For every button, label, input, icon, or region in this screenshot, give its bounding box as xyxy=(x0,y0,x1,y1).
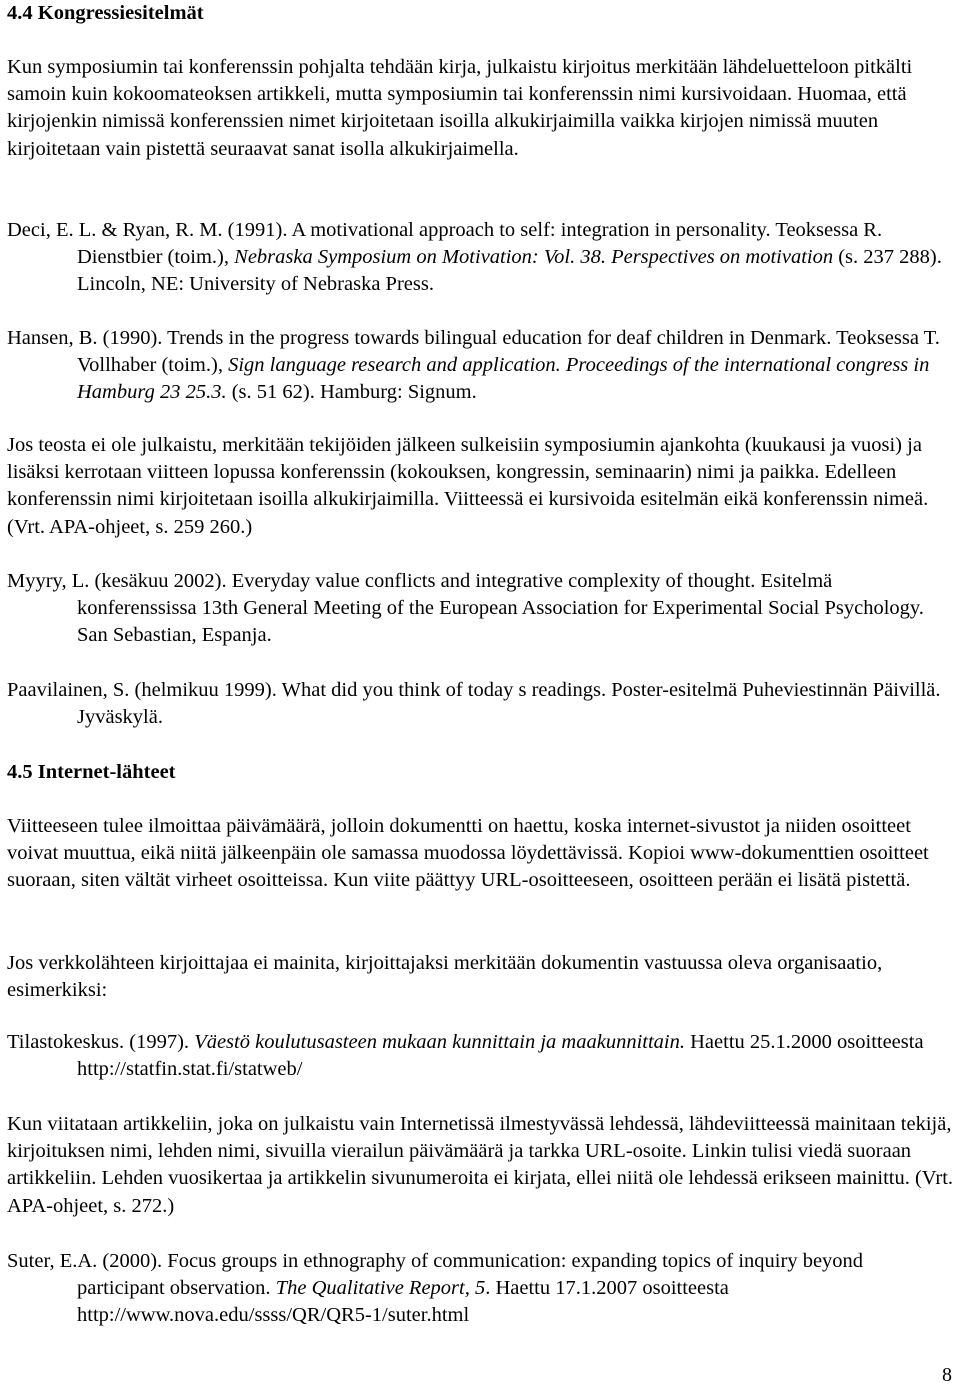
reference-paavilainen: Paavilainen, S. (helmikuu 1999). What did you think of today s readings. Poster-esitelmä Puheviestinnän Päivillä. Jyväskylä. xyxy=(7,679,941,729)
reference-deci-tail: (s. 237 288). Lincoln, NE: University of Nebraska Press. xyxy=(77,246,942,296)
reference-hansen-italic: Sign language research and application. Proceedings of the international congress in Hamburg 23 25.3. xyxy=(77,354,930,404)
section-heading-4-5: 4.5 Internet-lähteet xyxy=(7,761,176,783)
reference-tilastokeskus-tail: Haettu 25.1.2000 osoitteesta http://statfin.stat.fi/statweb/ xyxy=(77,1031,924,1081)
reference-hansen-tail: (s. 51 62). Hamburg: Signum. xyxy=(226,381,477,404)
reference-tilastokeskus-italic: Väestö koulutusasteen mukaan kunnittain ja maakunnittain. xyxy=(194,1031,685,1053)
reference-deci xyxy=(7,217,953,299)
section-heading-4-4: 4.4 Kongressiesitelmät xyxy=(7,2,204,24)
section-4-4-intro: Kun symposiumin tai konferenssin pohjalta tehdään kirja, julkaistu kirjoitus merkitään lähdeluetteloon pitkälti samoin kuin kokoomateoksen artikkeli, mutta symposiumin tai konferenssin nimi kursivoidaan. Huomaa, että kirjojenkin nimissä konferenssien nimet kirjoitetaan isoilla alkukirjaimilla vaikka kirjojen nimissä muuten kirjoitetaan vain pistettä seuraavat sanat isolla alkukirjaimella. xyxy=(7,56,913,160)
no-author-paragraph: Jos verkkolähteen kirjoittajaa ei mainita, kirjoittajaksi merkitään dokumentin vastuussa oleva organisaatio, esimerkiksi: xyxy=(7,952,883,1002)
reference-suter-main: Suter, E.A. (2000). Focus groups in ethnography of communication: expanding topics of inquiry beyond participant observation. xyxy=(7,1250,864,1300)
reference-suter-italic: The Qualitative Report, 5 xyxy=(275,1277,486,1300)
reference-tilastokeskus-main: Tilastokeskus. (1997). xyxy=(7,1031,195,1053)
reference-deci-italic: Nebraska Symposium on Motivation: Vol. 38. Perspectives on motivation xyxy=(234,246,834,269)
reference-deci-main: Deci, E. L. & Ryan, R. M. (1991). A motivational approach to self: integration in personality. Teoksessa R. Dienstbier (toim.), xyxy=(7,219,883,269)
reference-suter xyxy=(7,1248,953,1330)
section-4-5-intro: Viitteeseen tulee ilmoittaa päivämäärä, jolloin dokumentti on haettu, koska internet-sivustot ja niiden osoitteet voivat muuttua, eikä niitä jälkeenpäin ole samassa muodossa löydettävissä. Kopioi www-dokumenttien osoitteet suoraan, siten vältät virheet osoitteissa. Kun viite päättyy URL-osoitteeseen, osoitteen perään ei lisätä pistettä. xyxy=(7,815,929,892)
reference-suter-tail: . Haettu 17.1.2007 osoitteesta http://www.nova.edu/ssss/QR/QR5-1/suter.html xyxy=(77,1277,729,1327)
reference-hansen xyxy=(7,325,953,407)
unpublished-paragraph: Jos teosta ei ole julkaistu, merkitään tekijöiden jälkeen sulkeisiin symposiumin ajankohta (kuukausi ja vuosi) ja lisäksi kerrotaan viitteen lopussa konferenssin (kokouksen, kongressin, seminaarin) nimi ja paikka. Edelleen konferenssin nimi kirjoitetaan isoilla alkukirjaimilla. Viitteessä ei kursivoida esitelmän eikä konferenssin nimeä. (Vrt. APA-ohjeet, s. 259 260.) xyxy=(7,434,929,538)
reference-tilastokeskus xyxy=(7,1029,953,1083)
page-number: 8 xyxy=(942,1364,952,1386)
reference-myyry: Myyry, L. (kesäkuu 2002). Everyday value conflicts and integrative complexity of thought. Esitelmä konferenssissa 13th General Meeting of the European Association for Experimental Social Psychology. San Sebastian, Espanja. xyxy=(7,570,924,647)
article-paragraph: Kun viitataan artikkeliin, joka on julkaistu vain Internetissä ilmestyvässä lehdessä, lähdeviitteessä mainitaan tekijä, kirjoituksen nimi, lehden nimi, sivuilla vierailun päivämäärä ja tarkka URL-osoite. Linkin tulisi viedä suoraan artikkeliin. Lehden vuosikertaa ja artikkelin sivunumeroita ei kirjata, ellei niitä ole lehdessä erikseen mainittu. (Vrt. APA-ohjeet, s. 272.) xyxy=(7,1113,954,1217)
reference-hansen-main: Hansen, B. (1990). Trends in the progress towards bilingual education for deaf children in Denmark. Teoksessa T. Vollhaber (toim.), xyxy=(7,327,940,377)
